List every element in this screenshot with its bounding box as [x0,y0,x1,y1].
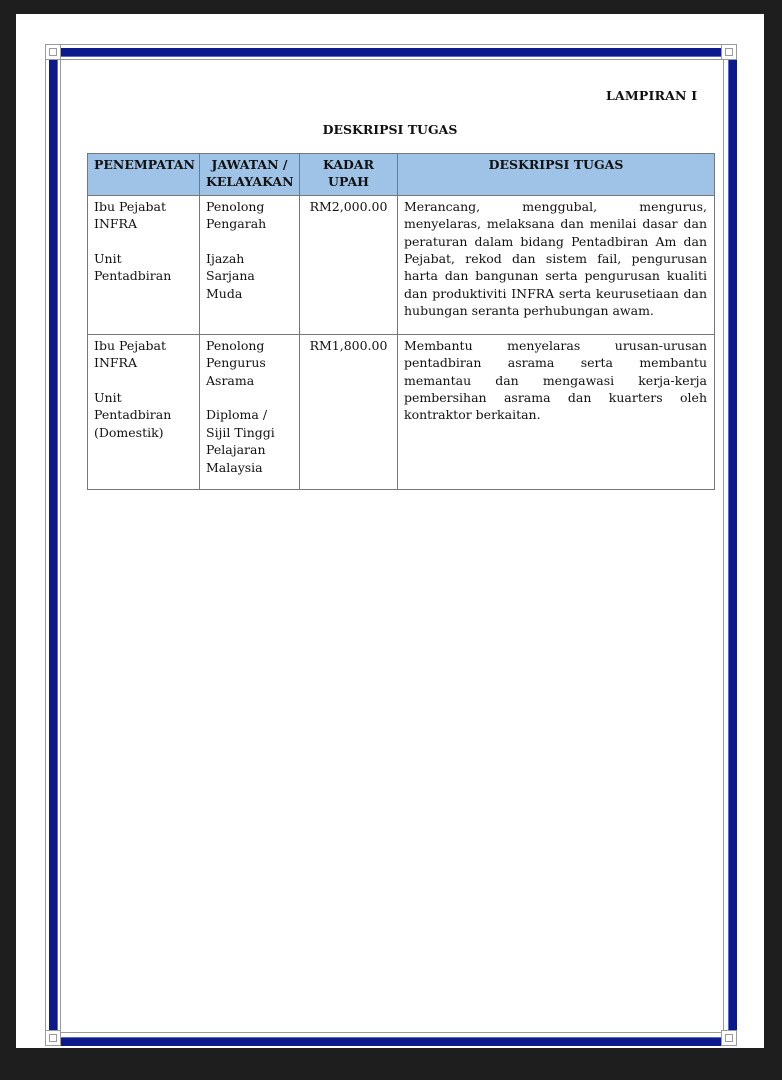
column-header-jawatan: JAWATAN / KELAYAKAN [200,154,300,196]
cell-kadar: RM2,000.00 [300,195,398,334]
frame-corner-ornament [721,1030,737,1046]
document-title: DESKRIPSI TUGAS [322,122,458,137]
cell-jawatan: Penolong Pengurus Asrama Diploma / Sijil Tinggi Pelajaran Malaysia [200,334,300,489]
document-page [16,14,764,1048]
cell-deskripsi: Merancang, menggubal, mengurus, menyelaras, melaksana dan menilai dasar dan peraturan dalam bidang Pentadbiran Am dan Pejabat, rekod dan sistem fail, pengurusan harta dan bangunan serta pengurusan kualiti dan produktiviti INFRA serta keurusetiaan dan hubungan seranta perhubungan awam. [398,195,715,334]
table-row [88,195,715,334]
column-header-deskripsi: DESKRIPSI TUGAS [398,154,715,196]
frame-corner-ornament [45,44,61,60]
appendix-label: LAMPIRAN I [606,88,698,103]
cell-penempatan: Ibu Pejabat INFRA Unit Pentadbiran [88,195,200,334]
frame-corner-ornament [721,44,737,60]
cell-penempatan: Ibu Pejabat INFRA Unit Pentadbiran (Domestik) [88,334,200,489]
column-header-kadar: KADAR UPAH [300,154,398,196]
column-header-penempatan: PENEMPATAN [88,154,200,196]
frame-corner-ornament [45,1030,61,1046]
table-row [88,334,715,489]
cell-deskripsi: Membantu menyelaras urusan-urusan pentadbiran asrama serta membantu memantau dan mengawasi kerja-kerja pembersihan asrama dan kuarters oleh kontraktor berkaitan. [398,334,715,489]
table-header-row [88,154,715,196]
job-description-table [87,153,715,490]
cell-kadar: RM1,800.00 [300,334,398,489]
cell-jawatan: Penolong Pengarah Ijazah Sarjana Muda [200,195,300,334]
